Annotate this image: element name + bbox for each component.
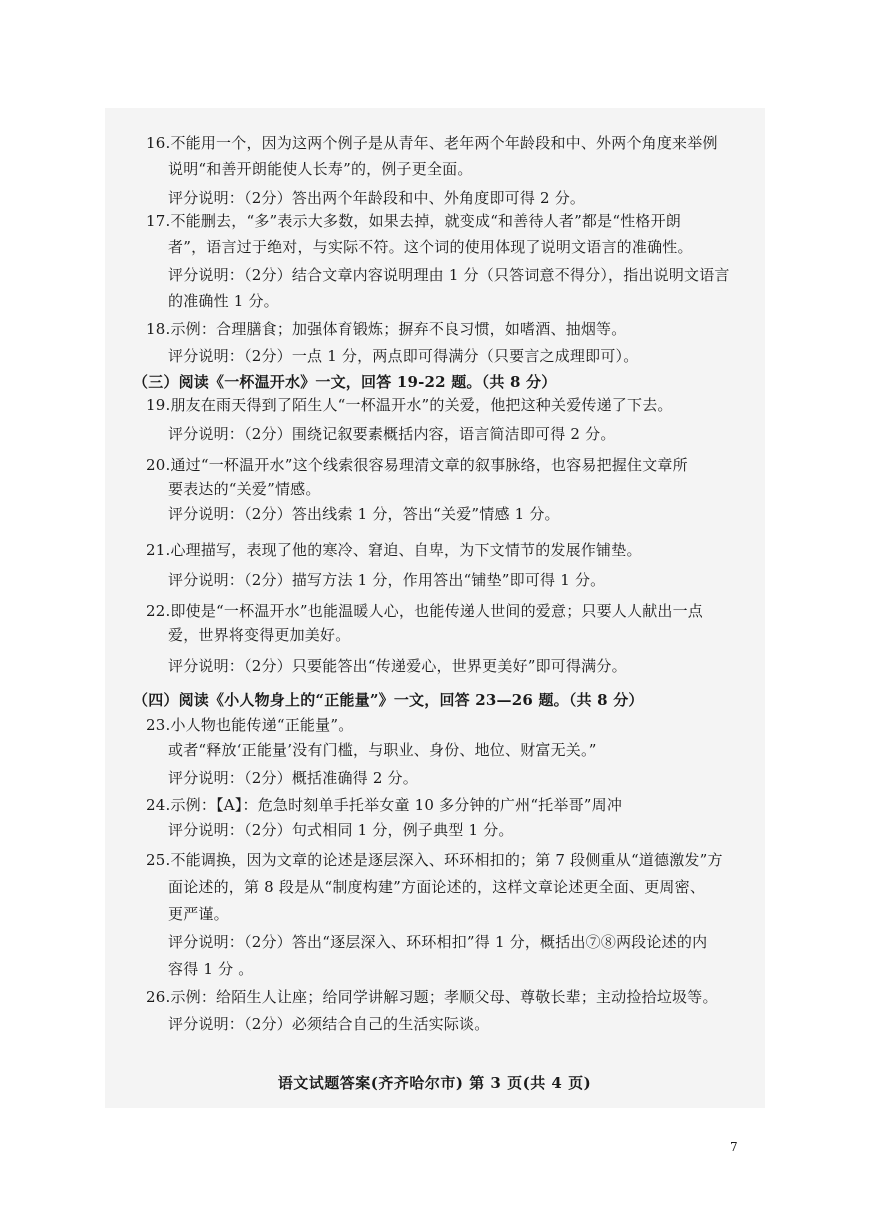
scoring-note-17: 评分说明：（2分）结合文章内容说明理由 1 分（只答词意不得分），指出说明文语言: [168, 266, 730, 284]
page-number: 7: [730, 1140, 738, 1154]
section-4-heading: （四）阅读《小人物身上的“正能量”》一文，回答 23—26 题。（共 8 分）: [133, 691, 644, 709]
answer-21: 21.心理描写，表现了他的寒冷、窘迫、自卑，为下文情节的发展作铺垫。: [146, 541, 642, 559]
scoring-note-20: 评分说明：（2分）答出线索 1 分，答出“关爱”情感 1 分。: [168, 505, 560, 523]
answer-17: 17.不能删去，“多”表示大多数，如果去掉，就变成“和善待人者”都是“性格开朗: [146, 212, 682, 230]
scoring-note-16: 评分说明：（2分）答出两个年龄段和中、外角度即可得 2 分。: [168, 189, 586, 207]
answer-19: 19.朋友在雨天得到了陌生人“一杯温开水”的关爱，他把这种关爱传递了下去。: [146, 396, 673, 414]
scoring-note-25: 评分说明：（2分）答出“逐层深入、环环相扣”得 1 分，概括出⑦⑧两段论述的内: [168, 933, 708, 951]
answer-25: 25.不能调换，因为文章的论述是逐层深入、环环相扣的；第 7 段侧重从“道德激发”方: [146, 851, 723, 869]
answer-23: 23.小人物也能传递“正能量”。: [146, 716, 354, 734]
answer-22-cont: 爱，世界将变得更加美好。: [168, 626, 351, 644]
answer-22: 22.即使是“一杯温开水”也能温暖人心，也能传递人世间的爱意；只要人人献出一点: [146, 602, 703, 620]
scoring-note-19: 评分说明：（2分）围绕记叙要素概括内容，语言简洁即可得 2 分。: [168, 425, 616, 443]
scoring-note-18: 评分说明：（2分）一点 1 分，两点即可得满分（只要言之成理即可）。: [168, 347, 639, 365]
scoring-note-24: 评分说明：（2分）句式相同 1 分，例子典型 1 分。: [168, 821, 514, 839]
page-footer: 语文试题答案(齐齐哈尔市) 第 3 页(共 4 页): [277, 1074, 592, 1092]
section-3-heading: （三）阅读《一杯温开水》一文，回答 19-22 题。（共 8 分）: [133, 373, 557, 391]
answer-25-cont-2: 更严谨。: [168, 905, 229, 923]
scoring-note-25-cont: 容得 1 分 。: [168, 960, 254, 978]
answer-25-cont: 面论述的，第 8 段是从“制度构建”方面论述的，这样文章论述更全面、更周密、: [168, 878, 706, 896]
answer-16: 16.不能用一个，因为这两个例子是从青年、老年两个年龄段和中、外两个角度来举例: [146, 134, 718, 152]
answer-20-cont: 要表达的“关爱”情感。: [168, 480, 321, 498]
scoring-note-26: 评分说明：（2分）必须结合自己的生活实际谈。: [168, 1015, 490, 1033]
answer-26: 26.示例：给陌生人让座；给同学讲解习题；孝顺父母、尊敬长辈；主动捡拾垃圾等。: [146, 988, 718, 1006]
scoring-note-17-cont: 的准确性 1 分。: [168, 292, 279, 310]
scoring-note-21: 评分说明：（2分）描写方法 1 分，作用答出“铺垫”即可得 1 分。: [168, 571, 606, 589]
answer-18: 18.示例：合理膳食；加强体育锻炼；摒弃不良习惯，如嗜酒、抽烟等。: [146, 320, 627, 338]
answer-16-cont: 说明“和善开朗能使人长寿”的，例子更全面。: [168, 160, 473, 178]
scoring-note-23: 评分说明：（2分）概括准确得 2 分。: [168, 769, 418, 787]
answer-17-cont: 者”，语言过于绝对，与实际不符。这个词的使用体现了说明文语言的准确性。: [168, 238, 693, 256]
answer-20: 20.通过“一杯温开水”这个线索很容易理清文章的叙事脉络，也容易把握住文章所: [146, 456, 688, 474]
answer-24: 24.示例：【A】：危急时刻单手托举女童 10 多分钟的广州“托举哥”周冲: [146, 796, 623, 814]
scoring-note-22: 评分说明：（2分）只要能答出“传递爱心，世界更美好”即可得满分。: [168, 657, 627, 675]
answer-23-alt: 或者“释放‘正能量’没有门槛，与职业、身份、地位、财富无关。”: [168, 741, 597, 759]
